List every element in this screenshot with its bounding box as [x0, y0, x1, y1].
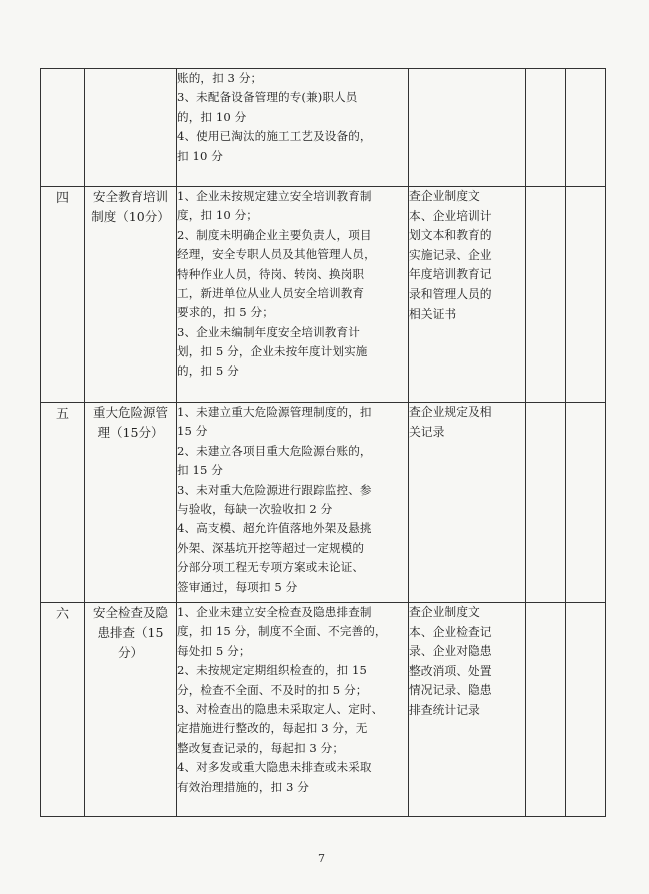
standard-line: 2、未建立各项目重大危险源台账的，	[177, 443, 372, 458]
remark-cell	[566, 603, 606, 817]
standard-line: 3、企业未编制年度安全培训教育计	[177, 324, 360, 339]
score-cell	[526, 603, 566, 817]
standard-line: 划，扣 5 分，企业未按年度计划实施	[177, 344, 368, 359]
standard-line: 4、使用已淘汰的施工工艺及设备的，	[177, 129, 372, 144]
standard-line: 分部分项工程无专项方案或未论证、	[177, 560, 365, 575]
standard-line: 要求的，扣 5 分；	[177, 305, 274, 320]
standard-line: 经理，安全专职人员及其他管理人员，	[177, 247, 376, 262]
standard-line: 特种作业人员，待岗、转岗、换岗职	[177, 266, 365, 281]
method-line: 录、企业对隐患	[409, 644, 492, 659]
standard-line: 的，扣 5 分	[177, 363, 239, 378]
method-line: 情况记录、隐患	[409, 683, 492, 698]
standard-cell	[177, 187, 409, 403]
method-line: 年度培训教育记	[409, 267, 492, 282]
standard-line: 2、未按规定定期组织检查的，扣 15	[177, 663, 367, 678]
standard-line: 1、企业未建立安全检查及隐患排查制	[177, 605, 372, 619]
standard-line: 15 分	[177, 424, 208, 439]
method-cell	[409, 603, 526, 817]
row-number: 六	[55, 607, 69, 622]
method-cell	[409, 403, 526, 603]
table-row	[41, 69, 606, 187]
method-line: 本、企业培训计	[409, 208, 492, 223]
method-line: 录和管理人员的	[409, 286, 492, 301]
item-cell	[85, 69, 177, 187]
item-cell	[85, 603, 177, 817]
method-line: 查企业规定及相	[409, 405, 492, 419]
remark-cell	[566, 403, 606, 603]
method-line: 本、企业检查记	[409, 624, 492, 639]
standard-cell	[177, 403, 409, 603]
remark-cell	[566, 187, 606, 403]
standard-line: 1、企业未按规定建立安全培训教育制	[177, 189, 372, 203]
standard-line: 整改复查记录的，每起扣 3 分；	[177, 740, 345, 755]
item-cell	[85, 187, 177, 403]
method-line: 查企业制度文	[409, 605, 480, 619]
page-number: 7	[318, 852, 325, 865]
standard-line: 工，新进单位从业人员安全培训教育	[177, 286, 365, 301]
method-line: 整改消项、处置	[409, 663, 492, 678]
standard-line: 3、对检查出的隐患未采取定人、定时、	[177, 702, 384, 717]
score-cell	[526, 187, 566, 403]
standard-line: 1、未建立重大危险源管理制度的，扣	[177, 405, 372, 419]
item-title: 安全检查及隐患排查（15分）	[92, 605, 168, 660]
standard-line: 的，扣 10 分	[177, 109, 247, 124]
standard-line: 度，扣 15 分，制度不全面、不完善的，	[177, 624, 387, 639]
row-number: 四	[55, 191, 69, 206]
standard-line: 4、高支模、超允许值落地外架及悬挑	[177, 521, 372, 536]
table-row	[41, 603, 606, 817]
standard-line: 有效治理措施的，扣 3 分	[177, 779, 309, 794]
row-number: 五	[55, 407, 69, 422]
standard-line: 度，扣 10 分；	[177, 208, 258, 223]
row-number-cell	[41, 603, 85, 817]
standard-cell	[177, 603, 409, 817]
standard-line: 分，检查不全面、不及时的扣 5 分；	[177, 682, 368, 697]
standard-line: 签审通过，每项扣 5 分	[177, 579, 298, 594]
method-line: 查企业制度文	[409, 189, 480, 203]
score-cell	[526, 403, 566, 603]
row-number-cell	[41, 187, 85, 403]
method-line: 实施记录、企业	[409, 247, 492, 262]
standard-line: 定措施进行整改的，每起扣 3 分，无	[177, 721, 368, 736]
standard-line: 账的，扣 3 分；	[177, 71, 263, 85]
standard-cell	[177, 69, 409, 187]
method-line: 排查统计记录	[409, 702, 480, 717]
standard-line: 扣 15 分	[177, 463, 223, 478]
method-line: 关记录	[409, 424, 445, 439]
row-number-cell	[41, 403, 85, 603]
method-line: 划文本和教育的	[409, 228, 492, 243]
score-cell	[526, 69, 566, 187]
table-row	[41, 403, 606, 603]
table-row	[41, 187, 606, 403]
method-cell	[409, 187, 526, 403]
standard-line: 与验收，每缺一次验收扣 2 分	[177, 502, 333, 517]
remark-cell	[566, 69, 606, 187]
method-line: 相关证书	[409, 306, 457, 321]
safety-assessment-table	[40, 68, 606, 817]
item-title: 重大危险源管理（15分）	[92, 405, 168, 440]
row-number-cell	[41, 69, 85, 187]
method-cell	[409, 69, 526, 187]
standard-line: 扣 10 分	[177, 148, 223, 163]
standard-line: 4、对多发或重大隐患未排查或未采取	[177, 760, 372, 775]
item-cell	[85, 403, 177, 603]
standard-line: 外架、深基坑开挖等超过一定规模的	[177, 540, 365, 555]
standard-line: 每处扣 5 分；	[177, 643, 251, 658]
standard-line: 3、未对重大危险源进行跟踪监控、参	[177, 482, 372, 497]
standard-line: 3、未配备设备管理的专(兼)职人员	[177, 90, 358, 105]
standard-line: 2、制度未明确企业主要负责人，项目	[177, 227, 372, 242]
item-title: 安全教育培训制度（10分）	[91, 189, 170, 224]
